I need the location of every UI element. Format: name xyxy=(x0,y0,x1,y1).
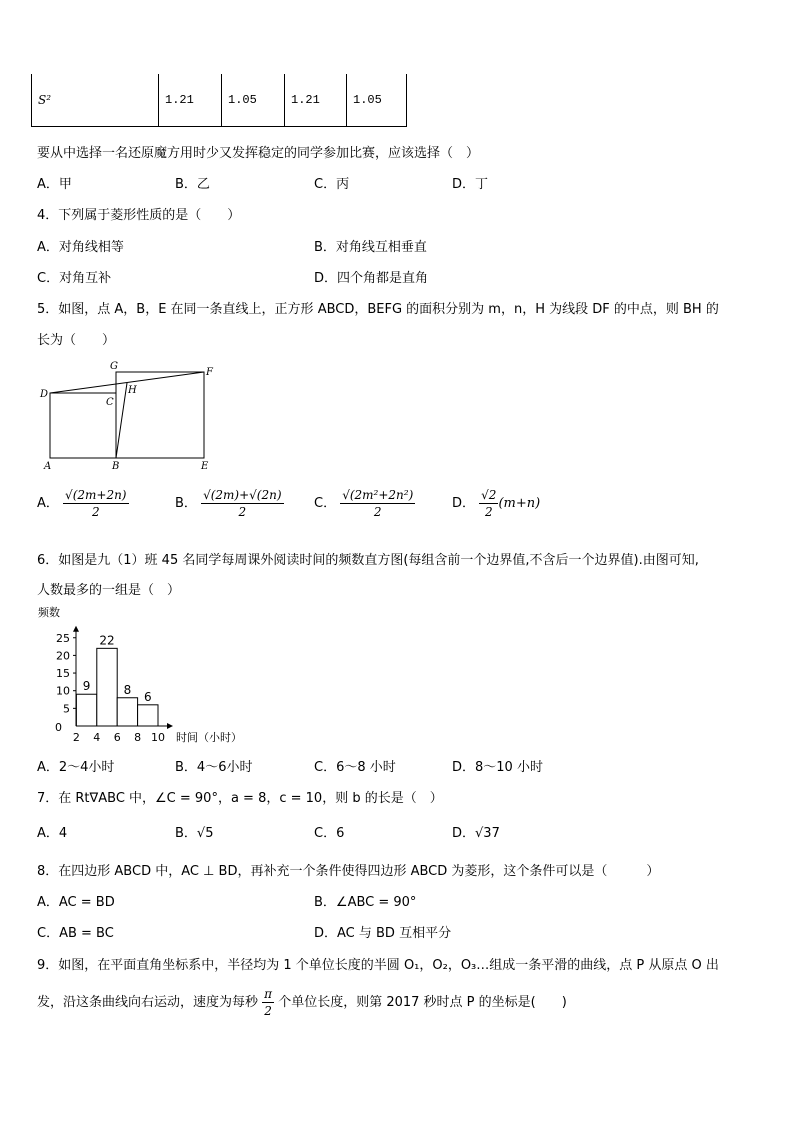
q4-option-b: B．对角线互相垂直 xyxy=(314,240,427,255)
variance-table xyxy=(31,74,407,127)
y-tick-label: 5 xyxy=(63,702,70,716)
q3-option-b: B．乙 xyxy=(175,177,210,192)
q5-geometry-figure xyxy=(38,360,223,475)
histogram-bar xyxy=(97,648,117,726)
q6-option-b: B．4～6小时 xyxy=(175,760,253,775)
histogram-bar xyxy=(117,698,137,726)
y-axis-arrow xyxy=(73,626,79,632)
bar-value-label: 9 xyxy=(82,679,91,694)
q8-option-c: C．AB = BC xyxy=(37,926,114,941)
label-e: E xyxy=(201,461,209,472)
q5-option-b: B． $\frac{√(2m)+√(2n)}{2}$ xyxy=(175,488,282,519)
label-g: G xyxy=(110,361,118,372)
q7-option-a: A．4 xyxy=(37,826,68,841)
q6-option-c: C．6～8 小时 xyxy=(314,760,396,775)
q7-option-c: C．6 xyxy=(314,826,345,841)
q4-option-c: C．对角互补 xyxy=(37,271,112,286)
label-f: F xyxy=(206,367,213,378)
q8-stem: 8．在四边形 ABCD 中，AC ⊥ BD，再补充一个条件使得四边形 ABCD 为菱形，这个条件可以是（ ） xyxy=(37,864,660,879)
bar-value-label: 6 xyxy=(143,689,152,704)
q8-option-b: B．∠ABC = 90° xyxy=(314,895,417,910)
q3-option-d: D．丁 xyxy=(452,177,489,192)
segment-df xyxy=(50,372,204,393)
q3-option-c: C．丙 xyxy=(314,177,350,192)
q7-stem: 7．在 Rt∇ABC 中，∠C = 90°，a = 8，c = 10，则 b 的长是（ ） xyxy=(37,791,443,806)
table-row xyxy=(32,74,407,127)
x-tick-label: 2 xyxy=(72,731,80,744)
histogram-chart xyxy=(36,602,266,747)
q3-option-a: A．甲 xyxy=(37,177,72,192)
q4-option-a: A．对角线相等 xyxy=(37,240,124,255)
bar-value-label: 8 xyxy=(123,682,132,697)
q6-option-a: A．2～4小时 xyxy=(37,760,115,775)
y-tick-label: 15 xyxy=(56,667,70,681)
y-axis-label: 频数 xyxy=(38,606,60,619)
label-h: H xyxy=(128,385,137,396)
q7-option-b: B．√5 xyxy=(175,826,214,841)
row-label: S² xyxy=(32,74,159,127)
bar-value-label: 22 xyxy=(99,633,115,648)
x-tick-label: 6 xyxy=(113,731,121,744)
table-cell: 1.05 xyxy=(347,74,407,127)
q6-option-d: D．8～10 小时 xyxy=(452,760,543,775)
q5-option-a: A． $\frac{√(2m+2n)}{2}$ xyxy=(37,488,127,519)
x-tick-label: 4 xyxy=(93,731,101,744)
histogram-bar xyxy=(138,705,158,726)
q7-option-d: D．√37 xyxy=(452,826,500,841)
label-c: C xyxy=(106,397,114,408)
segment-bh xyxy=(116,383,127,458)
origin-label: 0 xyxy=(55,721,62,734)
table-cell: 1.21 xyxy=(285,74,347,127)
q5-option-c: C． $\frac{\text{√(2m²+2n²)}}{2}$ xyxy=(314,488,414,519)
x-axis-label: 时间（小时） xyxy=(176,731,242,744)
x-tick-label: 8 xyxy=(134,731,142,744)
q4-stem: 4．下列属于菱形性质的是（ ） xyxy=(37,208,241,223)
q4-option-d: D．四个角都是直角 xyxy=(314,271,429,286)
q6-stem-line1: 6．如图是九（1）班 45 名同学每周课外阅读时间的频数直方图(每组含前一个边界值,不含后一个边界值).由图可知, xyxy=(37,553,699,568)
q9-stem-line1: 9．如图，在平面直角坐标系中，半径均为 1 个单位长度的半圆 O₁，O₂，O₃…组成一条平滑的曲线，点 P 从原点 O 出 xyxy=(37,958,719,973)
x-axis-arrow xyxy=(167,723,173,729)
q5-stem-line2: 长为（ ） xyxy=(37,333,116,348)
label-b: B xyxy=(112,461,120,472)
q6-stem-line2: 人数最多的一组是（ ） xyxy=(37,583,181,598)
table-cell: 1.05 xyxy=(222,74,285,127)
x-tick-label: 10 xyxy=(151,731,165,744)
label-a: A xyxy=(44,461,52,472)
q5-option-d: D． $\frac{√2}{2}$ (m+n) xyxy=(452,488,541,519)
q8-option-d: D．AC 与 BD 互相平分 xyxy=(314,926,452,941)
table-cell: 1.21 xyxy=(159,74,222,127)
q9-stem-line2: 发，沿这条曲线向右运动，速度为每秒 $\frac{\pi}{2}$ 个单位长度，则第 2017 秒时点 P 的坐标是( ) xyxy=(37,987,567,1018)
q8-option-a: A．AC = BD xyxy=(37,895,115,910)
q5-stem-line1: 5．如图，点 A，B，E 在同一条直线上，正方形 ABCD，BEFG 的面积分别为 m，n，H 为线段 DF 的中点，则 BH 的 xyxy=(37,302,719,317)
q3-stem: 要从中选择一名还原魔方用时少又发挥稳定的同学参加比赛，应该选择（ ） xyxy=(37,146,480,161)
y-tick-label: 10 xyxy=(56,684,70,698)
histogram-bar xyxy=(76,694,96,726)
y-tick-label: 20 xyxy=(56,649,70,663)
y-tick-label: 25 xyxy=(56,631,70,645)
label-d: D xyxy=(40,389,49,400)
